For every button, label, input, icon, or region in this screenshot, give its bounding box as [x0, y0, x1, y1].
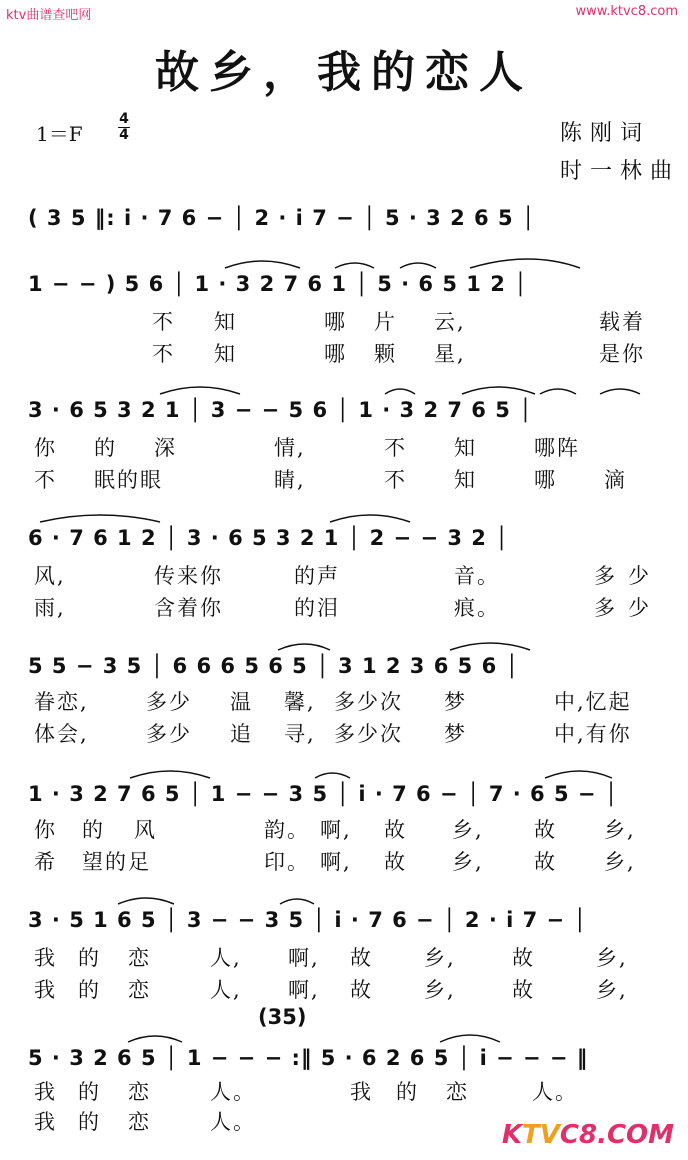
lyric-syllable: 故: [384, 850, 407, 874]
lyric-syllable: 痕。: [454, 596, 500, 620]
lyric-syllable: 梦: [444, 722, 467, 746]
lyric-syllable: 多少: [146, 690, 192, 714]
lyric-syllable: 我: [34, 1080, 57, 1104]
lyric-syllable: 雨,: [34, 596, 66, 620]
lyric-syllable: 少: [628, 596, 651, 620]
lyric-syllable: 人。: [210, 1080, 256, 1104]
lyric-syllable: 的: [78, 1110, 101, 1134]
notes-line-4: 6 · 7 6 1 2 │ 3 · 6 5 3 2 1 │ 2 − − 3 2 │: [28, 526, 509, 550]
notes-line-3: 3 · 6 5 3 2 1 │ 3 − − 5 6 │ 1 · 3 2 7 6 5 │: [28, 398, 533, 422]
lyric-syllable: 的泪: [294, 596, 340, 620]
lyric-syllable: 中,有你: [554, 722, 632, 746]
time-bottom: 4: [119, 127, 129, 143]
lyric-syllable: 故: [350, 978, 373, 1002]
lyric-syllable: 哪: [324, 310, 347, 334]
lyric-syllable: 乡,: [424, 946, 456, 970]
lyric-syllable: 乡,: [604, 818, 636, 842]
lyric-syllable: 多少: [146, 722, 192, 746]
lyric-syllable: 是你: [599, 342, 645, 366]
lyric-syllable: 我: [34, 978, 57, 1002]
lyric-syllable: 希: [34, 850, 57, 874]
lyric-syllable: 的: [82, 818, 105, 842]
watermark-left: ktv曲谱查吧网: [6, 8, 92, 23]
lyric-syllable: 啊,: [320, 850, 352, 874]
lyric-syllable: 恋: [128, 1080, 151, 1104]
lyric-syllable: 的: [78, 1080, 101, 1104]
notes-line-2: 1 − − ) 5 6 │ 1 · 3 2 7 6 1 │ 5 · 6 5 1 2 │: [28, 272, 528, 296]
lyric-syllable: 我: [350, 1080, 373, 1104]
lyric-syllable: 传来你: [154, 564, 223, 588]
lyricist-credit: 陈刚词: [560, 121, 651, 146]
lyric-syllable: 乡,: [596, 978, 628, 1002]
notes-line-7: 3 · 5 1 6 5 │ 3 − − 3 5 │ i · 7 6 − │ 2 · i 7 − │: [28, 908, 588, 932]
lyric-syllable: 体会,: [34, 722, 89, 746]
lyric-syllable: 望的足: [82, 850, 151, 874]
lyric-syllable: 的: [396, 1080, 419, 1104]
lyric-syllable: 深: [154, 436, 177, 460]
notes-line-1: ( 3 5 ‖: i · 7 6 − │ 2 · i 7 − │ 5 · 3 2 6 5 │: [28, 206, 536, 230]
lyric-syllable: 片: [374, 310, 397, 334]
lyric-syllable: 人。: [532, 1080, 578, 1104]
lyric-syllable: 我: [34, 946, 57, 970]
logo-text: TV: [522, 1120, 560, 1150]
lyric-syllable: 啊,: [288, 946, 320, 970]
lyric-syllable: 的: [78, 946, 101, 970]
lyric-syllable: 故: [512, 946, 535, 970]
lyric-syllable: 故: [534, 850, 557, 874]
lyric-syllable: 恋: [128, 1110, 151, 1134]
lyric-syllable: 多: [594, 564, 617, 588]
lyric-syllable: 温: [230, 690, 253, 714]
lyric-syllable: 哪: [534, 468, 557, 492]
lyric-syllable: 的: [78, 978, 101, 1002]
lyric-syllable: 音。: [454, 564, 500, 588]
lyric-syllable: 我: [34, 1110, 57, 1134]
lyric-syllable: 知: [454, 436, 477, 460]
lyric-syllable: 情,: [274, 436, 306, 460]
lyric-syllable: 多少次: [334, 722, 403, 746]
lyric-syllable: 的声: [294, 564, 340, 588]
lyric-syllable: 人。: [210, 1110, 256, 1134]
lyric-syllable: 故: [512, 978, 535, 1002]
lyric-syllable: 的: [94, 436, 117, 460]
lyric-syllable: 多: [594, 596, 617, 620]
lyric-syllable: 不: [152, 310, 175, 334]
lyric-syllable: 哪阵: [534, 436, 580, 460]
repeat-bracket-notes: (35): [258, 1005, 307, 1029]
lyric-syllable: 哪: [324, 342, 347, 366]
lyric-syllable: 知: [214, 342, 237, 366]
lyric-syllable: 你: [34, 436, 57, 460]
song-title: 故乡，我的恋人: [155, 47, 533, 98]
logo-text: C8.COM: [559, 1120, 674, 1150]
time-top: 4: [119, 111, 129, 127]
lyric-syllable: 故: [384, 818, 407, 842]
lyric-syllable: 啊,: [320, 818, 352, 842]
lyric-syllable: 寻,: [284, 722, 316, 746]
lyric-syllable: 不: [384, 468, 407, 492]
lyric-syllable: 不: [34, 468, 57, 492]
lyric-syllable: 云,: [434, 310, 466, 334]
lyric-syllable: 不: [152, 342, 175, 366]
lyric-syllable: 故: [534, 818, 557, 842]
notes-line-5: 5 5 − 3 5 │ 6 6 6 5 6 5 │ 3 1 2 3 6 5 6 │: [28, 654, 520, 678]
lyric-syllable: 载着: [599, 310, 645, 334]
lyric-syllable: 乡,: [452, 850, 484, 874]
lyric-syllable: 风: [134, 818, 157, 842]
lyric-syllable: 颗: [374, 342, 397, 366]
lyric-syllable: 馨,: [284, 690, 316, 714]
lyric-syllable: 故: [350, 946, 373, 970]
notes-line-8: 5 · 3 2 6 5 │ 1 − − − :‖ 5 · 6 2 6 5 │ i − − − ‖: [28, 1046, 589, 1070]
lyric-syllable: 乡,: [452, 818, 484, 842]
lyric-syllable: 眷恋,: [34, 690, 89, 714]
lyric-syllable: 韵。: [264, 818, 310, 842]
lyric-syllable: 梦: [444, 690, 467, 714]
lyric-syllable: 乡,: [424, 978, 456, 1002]
lyric-syllable: 印。: [264, 850, 310, 874]
lyric-syllable: 眠的眼: [94, 468, 163, 492]
lyric-syllable: 睛,: [274, 468, 306, 492]
lyric-syllable: 恋: [128, 978, 151, 1002]
lyric-syllable: 知: [454, 468, 477, 492]
site-logo: [502, 1120, 674, 1150]
lyric-syllable: 多少次: [334, 690, 403, 714]
notes-line-6: 1 · 3 2 7 6 5 │ 1 − − 3 5 │ i · 7 6 − │ 7 · 6 5 − │: [28, 782, 619, 806]
lyric-syllable: 中,忆起: [554, 690, 632, 714]
lyric-syllable: 乡,: [596, 946, 628, 970]
lyric-syllable: 你: [34, 818, 57, 842]
lyric-syllable: 恋: [128, 946, 151, 970]
lyric-syllable: 恋: [446, 1080, 469, 1104]
lyric-syllable: 星,: [434, 342, 466, 366]
watermark-right: www.ktvc8.com: [575, 4, 678, 19]
lyric-syllable: 人,: [210, 978, 242, 1002]
lyric-syllable: 人,: [210, 946, 242, 970]
key-signature: 1＝F: [36, 122, 83, 146]
composer-credit: 时一林曲: [560, 159, 681, 184]
lyric-syllable: 滴: [604, 468, 627, 492]
lyric-syllable: 风,: [34, 564, 66, 588]
lyric-syllable: 知: [214, 310, 237, 334]
lyric-syllable: 啊,: [288, 978, 320, 1002]
lyric-syllable: 追: [230, 722, 253, 746]
lyric-syllable: 不: [384, 436, 407, 460]
lyric-syllable: 少: [628, 564, 651, 588]
logo-text: K: [501, 1120, 523, 1150]
lyric-syllable: 乡,: [604, 850, 636, 874]
lyric-syllable: 含着你: [154, 596, 223, 620]
